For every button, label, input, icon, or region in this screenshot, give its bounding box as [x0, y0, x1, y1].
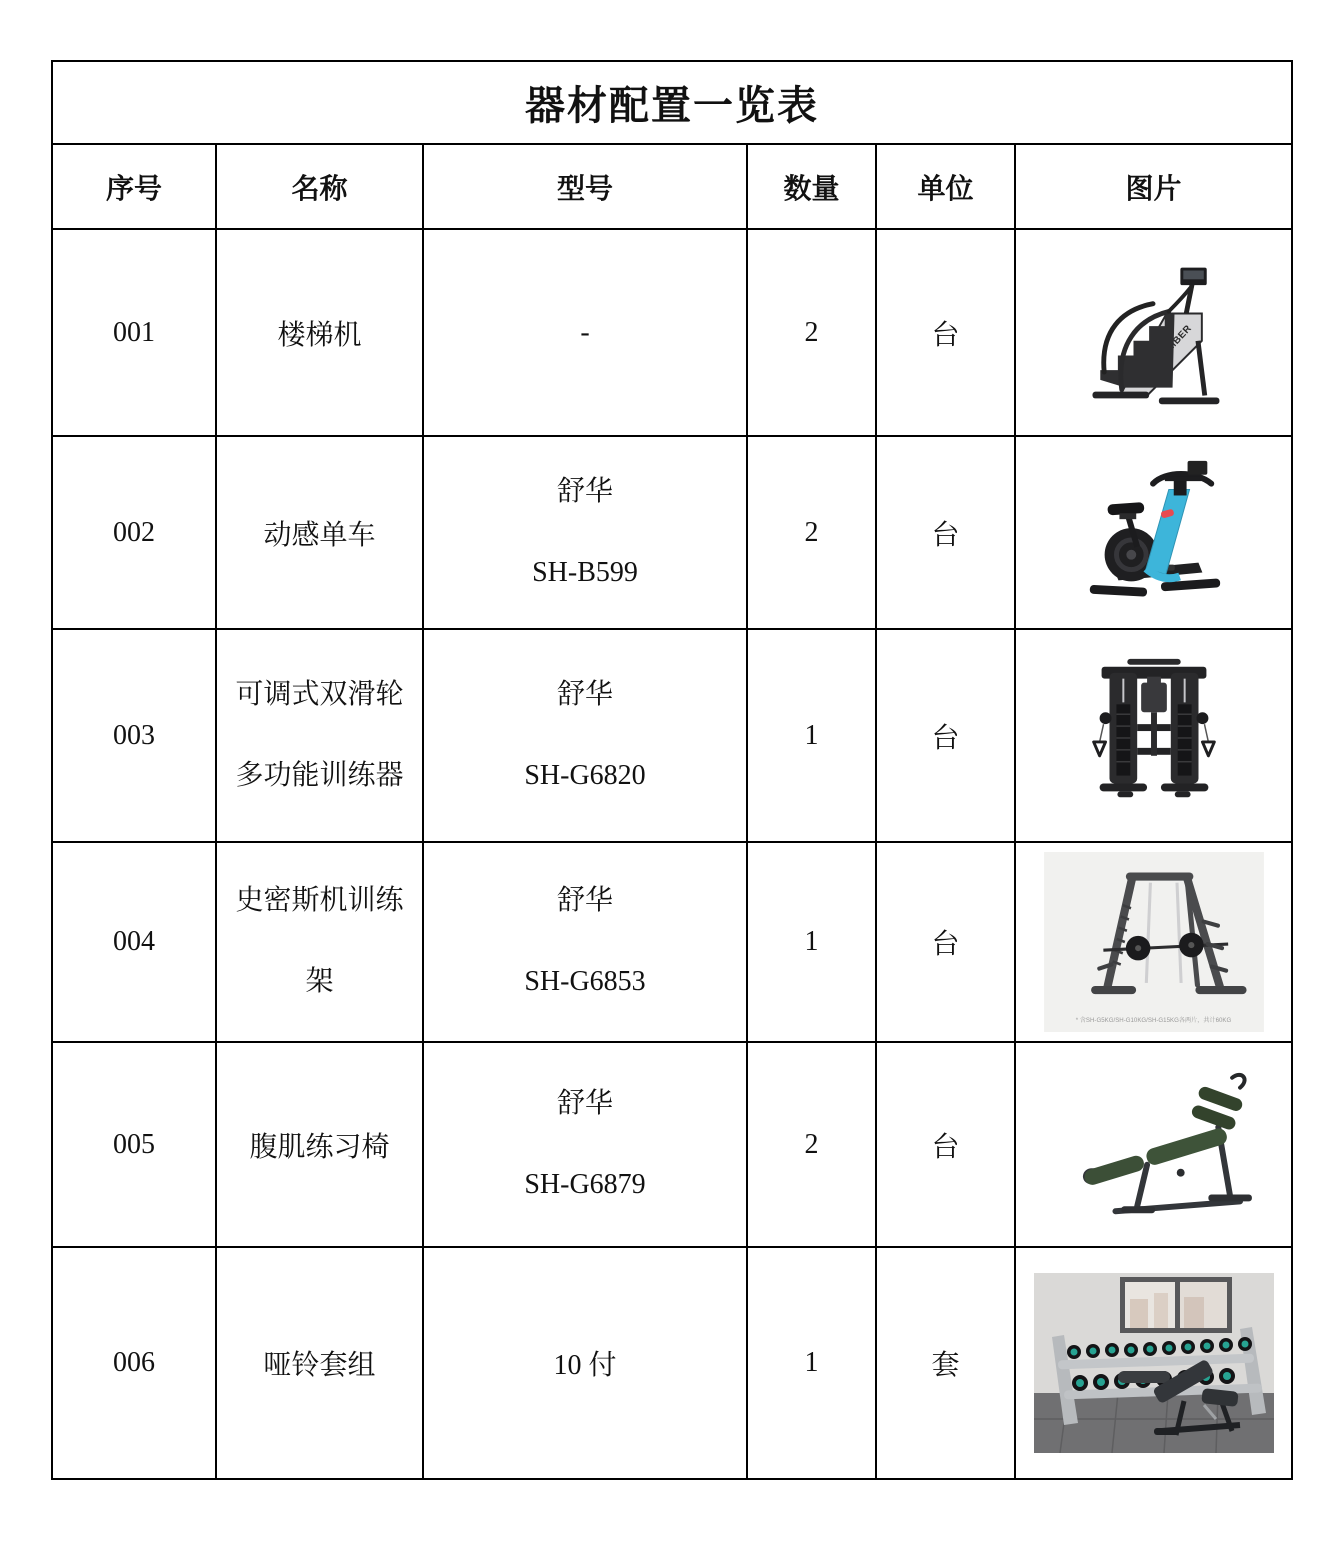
- qty-cell: 2: [747, 436, 876, 629]
- stair-climber-label: CLIMBER: [1152, 322, 1194, 365]
- column-header-model: 型号: [423, 144, 747, 229]
- model-cell: [423, 1042, 747, 1247]
- unit-cell: 台: [876, 842, 1015, 1042]
- dumbbell-set-image: [1034, 1273, 1274, 1453]
- name-cell: 哑铃套组: [216, 1247, 423, 1479]
- header-row: [52, 144, 1292, 229]
- image-cell: [1015, 1247, 1292, 1479]
- model-code: SH-G6853: [524, 966, 646, 997]
- serial-cell: 006: [52, 1247, 216, 1479]
- qty-cell: 1: [747, 842, 876, 1042]
- unit-cell: 套: [876, 1247, 1015, 1479]
- qty-cell: 1: [747, 1247, 876, 1479]
- image-cell: [1015, 1042, 1292, 1247]
- image-cell: [1015, 436, 1292, 629]
- unit-cell: 台: [876, 229, 1015, 436]
- unit-cell: 台: [876, 1042, 1015, 1247]
- smith-machine-image: [1044, 852, 1264, 1032]
- model-cell: [423, 629, 747, 842]
- unit-cell: 台: [876, 436, 1015, 629]
- column-header-image: 图片: [1015, 144, 1292, 229]
- column-header-no: 序号: [52, 144, 216, 229]
- ab-crunch-bench-image: [1049, 1056, 1259, 1234]
- equipment-table: [51, 60, 1293, 1480]
- model-code: SH-G6820: [524, 759, 646, 791]
- model-cell: [423, 842, 747, 1042]
- table-row: [52, 842, 1292, 1042]
- name-line: 史密斯机训练: [235, 885, 404, 917]
- image-cell: [1015, 842, 1292, 1042]
- table-row: [52, 1247, 1292, 1479]
- model-brand: 舒华: [556, 475, 613, 507]
- title-row: [52, 61, 1292, 144]
- column-header-unit: 单位: [876, 144, 1015, 229]
- serial-cell: 003: [52, 629, 216, 842]
- serial-cell: 004: [52, 842, 216, 1042]
- smith-machine-caption: * 含SH-G5KG/SH-G10KG/SH-G15KG各两片，共计60KG: [1075, 1016, 1231, 1024]
- model-cell: 10 付: [423, 1247, 747, 1479]
- qty-cell: 1: [747, 629, 876, 842]
- name-cell: 腹肌练习椅: [216, 1042, 423, 1247]
- model-cell: [423, 436, 747, 629]
- image-cell: [1015, 229, 1292, 436]
- model-code: SH-B599: [532, 556, 638, 588]
- spin-bike-image: [1069, 454, 1239, 612]
- name-cell: 楼梯机: [216, 229, 423, 436]
- serial-cell: 005: [52, 1042, 216, 1247]
- qty-cell: 2: [747, 1042, 876, 1247]
- column-header-qty: 数量: [747, 144, 876, 229]
- column-header-name: 名称: [216, 144, 423, 229]
- model-brand: 舒华: [556, 678, 613, 710]
- name-cell: [216, 842, 423, 1042]
- table-row: [52, 229, 1292, 436]
- table-row: [52, 629, 1292, 842]
- table-row: [52, 436, 1292, 629]
- image-cell: [1015, 629, 1292, 842]
- model-brand: 舒华: [556, 1087, 613, 1119]
- name-line: 多功能训练器: [235, 759, 404, 791]
- model-brand: 舒华: [556, 885, 613, 917]
- model-cell: -: [423, 229, 747, 436]
- stair-climber-image: [1071, 254, 1237, 412]
- qty-cell: 2: [747, 229, 876, 436]
- table-row: [52, 1042, 1292, 1247]
- serial-cell: 002: [52, 436, 216, 629]
- dual-pulley-functional-trainer-image: [1059, 647, 1249, 825]
- name-line: 可调式双滑轮: [235, 678, 404, 710]
- page-title: 器材配置一览表: [52, 61, 1292, 144]
- name-cell: [216, 629, 423, 842]
- serial-cell: 001: [52, 229, 216, 436]
- name-line: 架: [305, 966, 334, 997]
- model-code: SH-G6879: [524, 1168, 646, 1200]
- unit-cell: 台: [876, 629, 1015, 842]
- name-cell: 动感单车: [216, 436, 423, 629]
